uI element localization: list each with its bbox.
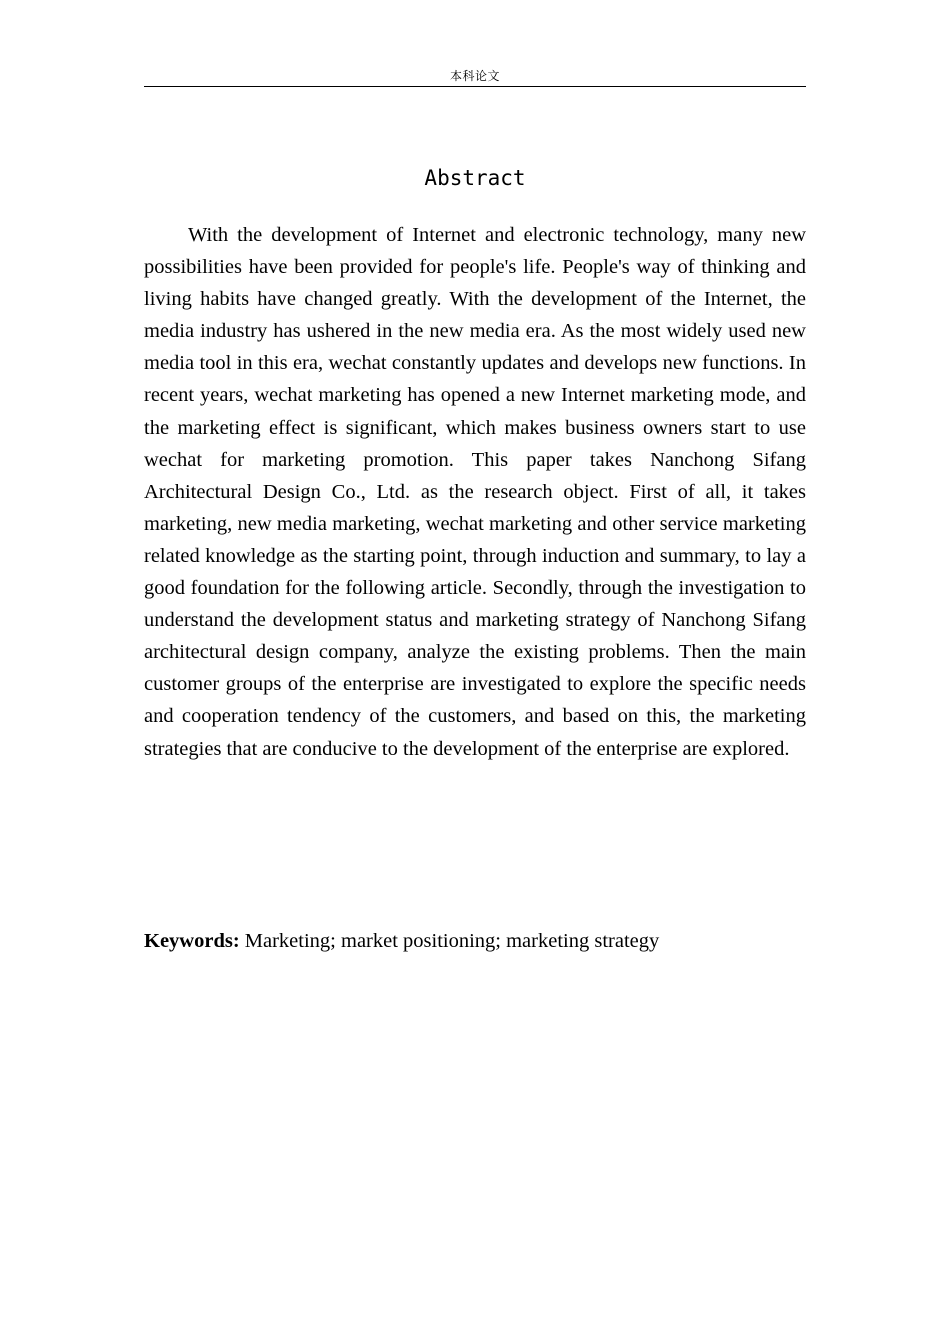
keywords-label: Keywords: [144,930,240,952]
abstract-title: Abstract [424,166,526,190]
keywords-value: Marketing; market positioning; marketing strategy [244,930,660,952]
keywords-line [144,925,806,957]
header-title: 本科论文 [449,69,500,83]
abstract-body: With the development of Internet and electronic technology, many new possibilities have been provided for people's life. People's way of thinking and living habits have changed greatly. With the development of the Internet, the media industry has ushered in the new media era. As the most widely used new media tool in this era, wechat constantly updates and develops new functions. In recent years, wechat marketing has opened a new Internet marketing mode, and the marketing effect is significant, which makes business owners start to use wechat for marketing promotion. This paper takes Nanchong Sifang Architectural Design Co., Ltd. as the research object. First of all, it takes marketing, new media marketing, wechat marketing and other service marketing related knowledge as the starting point, through induction and summary, to lay a good foundation for the following article. Secondly, through the investigation to understand the development status and marketing strategy of Nanchong Sifang architectural design company, analyze the existing problems. Then the main customer groups of the enterprise are investigated to explore the specific needs and cooperation tendency of the customers, and based on this, the marketing strategies that are conducive to the development of the enterprise are explored. [144,224,806,760]
page-header [144,66,806,87]
